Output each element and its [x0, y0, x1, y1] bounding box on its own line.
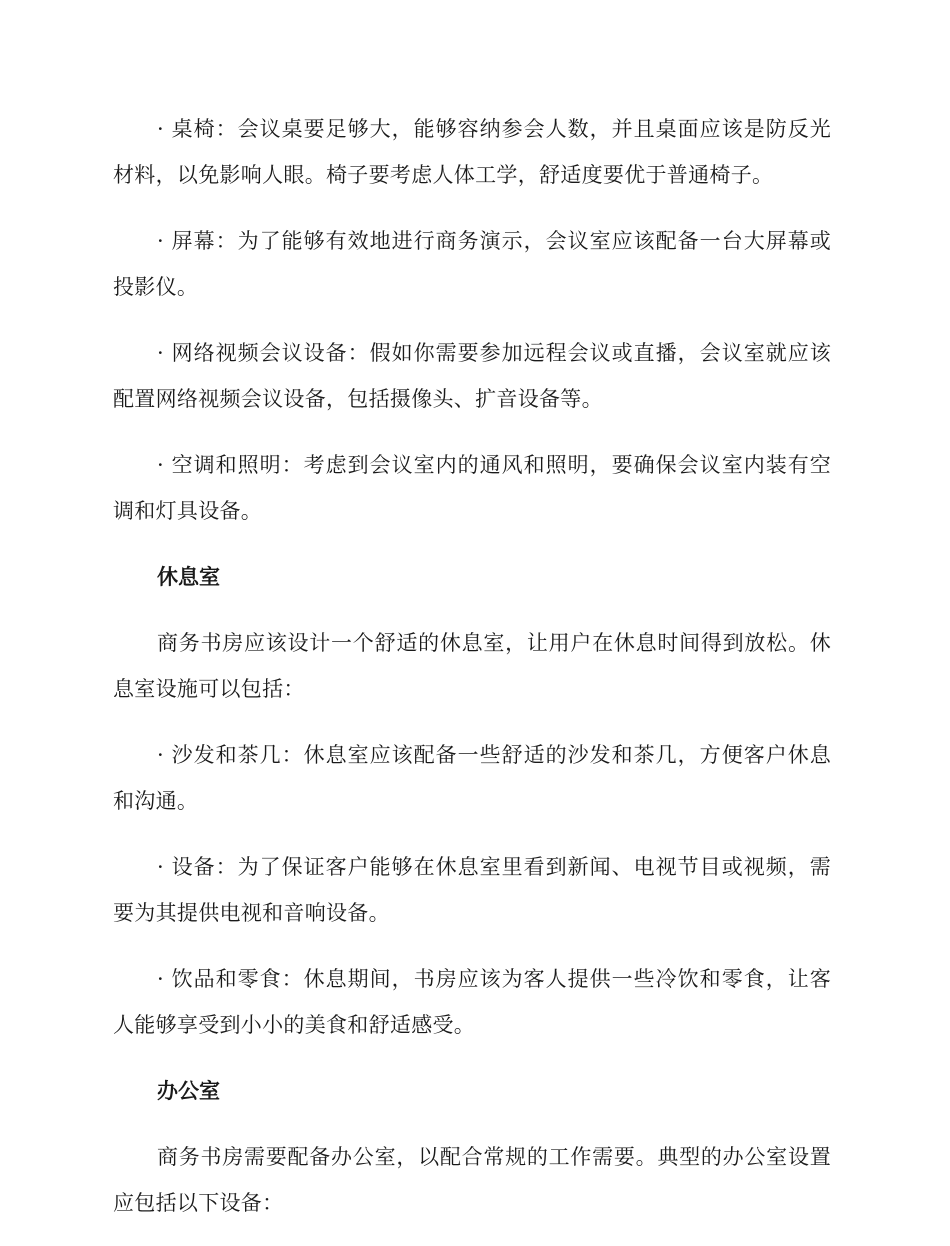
document-body [113, 106, 831, 1246]
bullet-sofa-table: · 沙发和茶几：休息室应该配备一些舒适的沙发和茶几，方便客户休息和沟通。 [113, 743, 831, 813]
bullet-desks-chairs: · 桌椅：会议桌要足够大，能够容纳参会人数，并且桌面应该是防反光材料，以免影响人眼。椅子要考虑人体工学，舒适度要优于普通椅子。 [113, 117, 831, 187]
bullet-aircon-lighting: · 空调和照明：考虑到会议室内的通风和照明，要确保会议室内装有空调和灯具设备。 [113, 453, 831, 523]
heading-lounge: 休息室 [157, 565, 220, 589]
bullet-video-conference: · 网络视频会议设备：假如你需要参加远程会议或直播，会议室就应该配置网络视频会议设备，包括摄像头、扩音设备等。 [113, 341, 831, 411]
bullet-drinks-snacks: · 饮品和零食：休息期间，书房应该为客人提供一些冷饮和零食，让客人能够享受到小小的美食和舒适感受。 [113, 967, 831, 1037]
lounge-intro: 商务书房应该设计一个舒适的休息室，让用户在休息时间得到放松。休息室设施可以包括： [113, 631, 831, 701]
heading-office: 办公室 [157, 1079, 220, 1103]
bullet-screen: · 屏幕：为了能够有效地进行商务演示，会议室应该配备一台大屏幕或投影仪。 [113, 229, 831, 299]
office-intro: 商务书房需要配备办公室，以配合常规的工作需要。典型的办公室设置应包括以下设备： [113, 1145, 831, 1215]
bullet-equipment: · 设备：为了保证客户能够在休息室里看到新闻、电视节目或视频，需要为其提供电视和音响设备。 [113, 855, 831, 925]
